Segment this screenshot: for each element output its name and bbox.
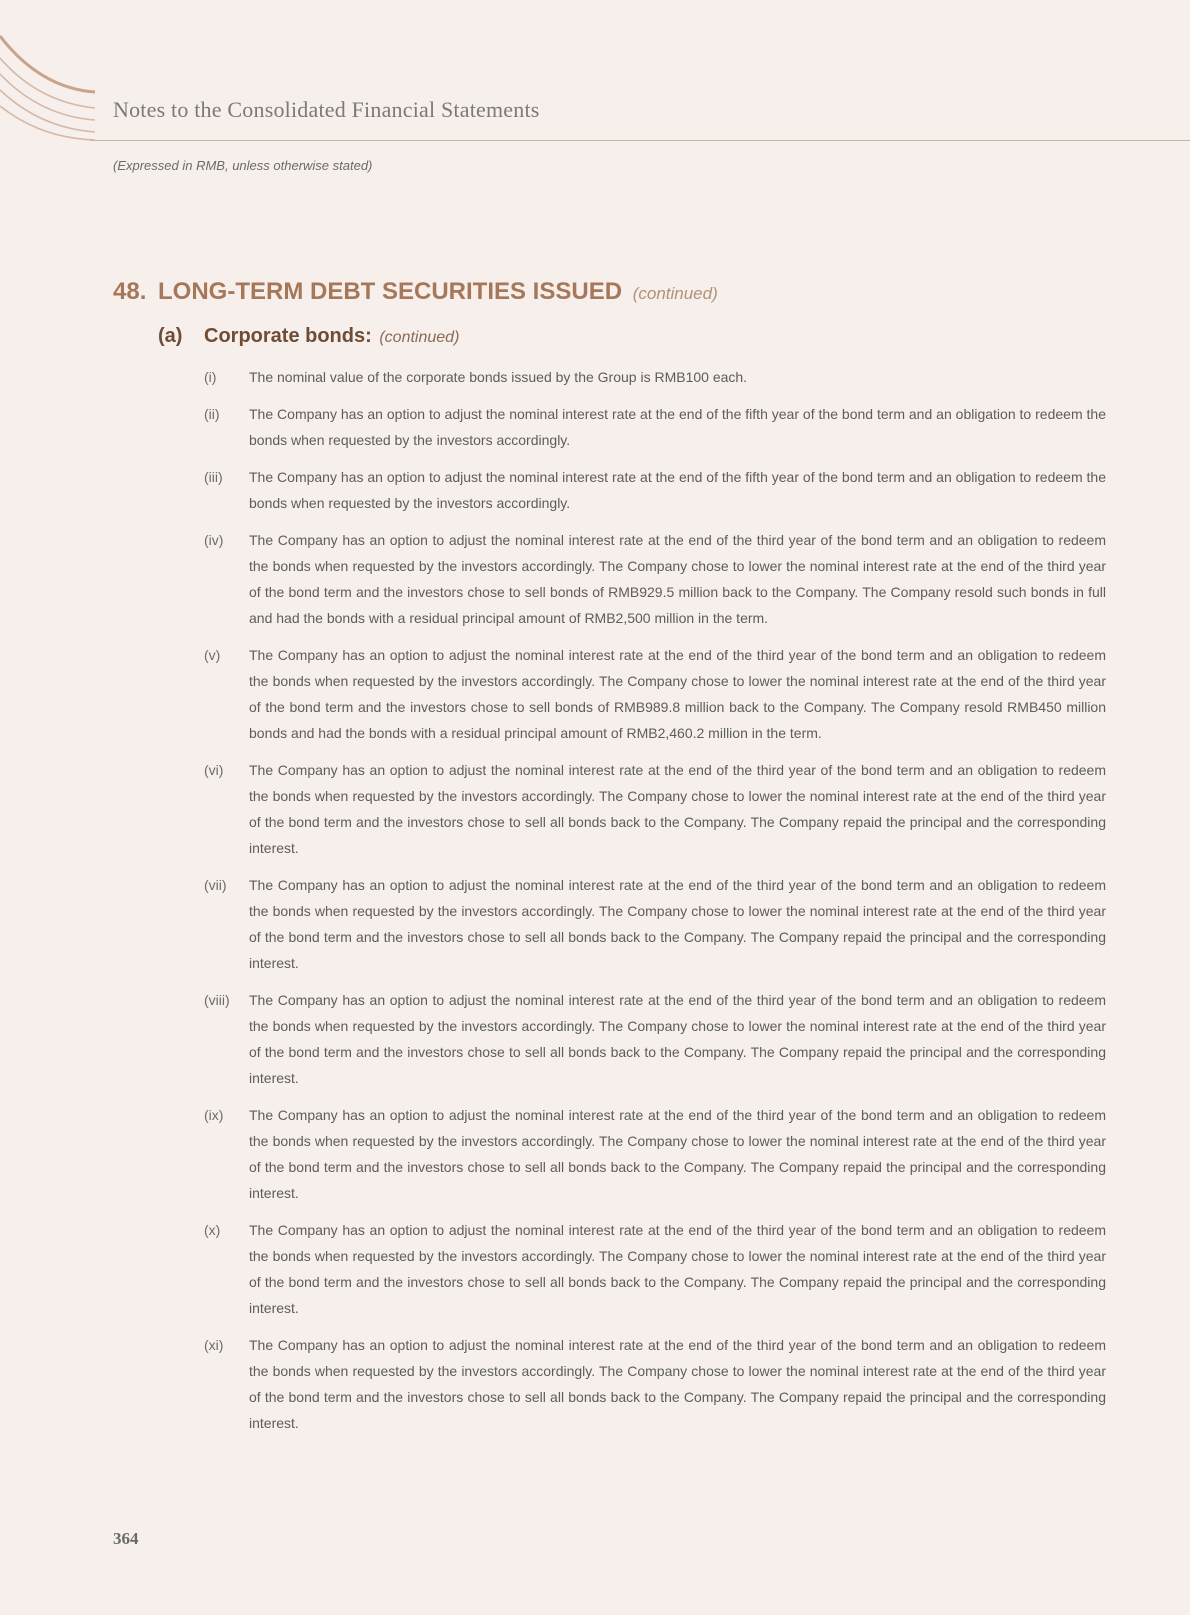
note-label: (iii) [204, 469, 223, 485]
note-item [204, 872, 1106, 976]
note-text: The Company has an option to adjust the nominal interest rate at the end of the third year of the bond term and an obligation to redeem the bonds when requested by the investors accordingly. The Company chose to lower the nominal interest rate at the end of the third year of the bond term and the investors chose to sell all bonds back to the Company. The Company repaid the principal and the corresponding interest. [249, 992, 1106, 1086]
subsection-continued: (continued) [379, 329, 460, 346]
note-text: The Company has an option to adjust the nominal interest rate at the end of the third year of the bond term and an obligation to redeem the bonds when requested by the investors accordingly. The Company chose to lower the nominal interest rate at the end of the third year of the bond term and the investors chose to sell bonds of RMB929.5 million back to the Company. The Company resold such bonds in full and had the bonds with a residual principal amount of RMB2,500 million in the term. [249, 532, 1106, 626]
note-item [204, 1332, 1106, 1436]
note-text: The Company has an option to adjust the nominal interest rate at the end of the fifth year of the bond term and an obligation to redeem the bonds when requested by the investors accordingly. [249, 406, 1106, 448]
page-number: 364 [113, 1529, 139, 1548]
subsection-letter: (a) [158, 325, 183, 347]
note-text: The Company has an option to adjust the nominal interest rate at the end of the third year of the bond term and an obligation to redeem the bonds when requested by the investors accordingly. The Company chose to lower the nominal interest rate at the end of the third year of the bond term and the investors chose to sell all bonds back to the Company. The Company repaid the principal and the corresponding interest. [249, 762, 1106, 856]
note-item [204, 642, 1106, 746]
corner-arcs-decoration [0, 0, 100, 145]
note-item [204, 757, 1106, 861]
section-heading [113, 278, 718, 306]
notes-list [204, 364, 1106, 1447]
note-text: The Company has an option to adjust the nominal interest rate at the end of the third year of the bond term and an obligation to redeem the bonds when requested by the investors accordingly. The Company chose to lower the nominal interest rate at the end of the third year of the bond term and the investors chose to sell all bonds back to the Company. The Company repaid the principal and the corresponding interest. [249, 1107, 1106, 1201]
section-title: LONG-TERM DEBT SECURITIES ISSUED [158, 278, 623, 305]
header-divider [90, 140, 1190, 141]
note-label: (x) [204, 1222, 221, 1238]
currency-note: (Expressed in RMB, unless otherwise stated) [113, 158, 373, 173]
section-number: 48. [113, 278, 147, 305]
note-item [204, 1102, 1106, 1206]
note-label: (xi) [204, 1337, 224, 1353]
note-label: (viii) [204, 992, 230, 1008]
note-item [204, 1217, 1106, 1321]
note-label: (i) [204, 369, 217, 385]
note-item [204, 464, 1106, 516]
subsection-title: Corporate bonds: [204, 325, 372, 347]
note-text: The Company has an option to adjust the nominal interest rate at the end of the fifth year of the bond term and an obligation to redeem the bonds when requested by the investors accordingly. [249, 469, 1106, 511]
note-item [204, 987, 1106, 1091]
note-label: (v) [204, 647, 221, 663]
note-text: The Company has an option to adjust the nominal interest rate at the end of the third year of the bond term and an obligation to redeem the bonds when requested by the investors accordingly. The Company chose to lower the nominal interest rate at the end of the third year of the bond term and the investors chose to sell all bonds back to the Company. The Company repaid the principal and the corresponding interest. [249, 1222, 1106, 1316]
note-item [204, 364, 1106, 390]
note-text: The Company has an option to adjust the nominal interest rate at the end of the third year of the bond term and an obligation to redeem the bonds when requested by the investors accordingly. The Company chose to lower the nominal interest rate at the end of the third year of the bond term and the investors chose to sell all bonds back to the Company. The Company repaid the principal and the corresponding interest. [249, 877, 1106, 971]
note-label: (vi) [204, 762, 224, 778]
note-text: The nominal value of the corporate bonds issued by the Group is RMB100 each. [249, 369, 748, 385]
note-item [204, 401, 1106, 453]
subsection-heading [158, 325, 459, 348]
note-text: The Company has an option to adjust the nominal interest rate at the end of the third year of the bond term and an obligation to redeem the bonds when requested by the investors accordingly. The Company chose to lower the nominal interest rate at the end of the third year of the bond term and the investors chose to sell all bonds back to the Company. The Company repaid the principal and the corresponding interest. [249, 1337, 1106, 1431]
note-label: (iv) [204, 532, 224, 548]
section-continued: (continued) [632, 284, 718, 303]
note-label: (ix) [204, 1107, 224, 1123]
running-header-title: Notes to the Consolidated Financial Statements [113, 97, 540, 122]
note-item [204, 527, 1106, 631]
note-label: (ii) [204, 406, 220, 422]
note-label: (vii) [204, 877, 227, 893]
note-text: The Company has an option to adjust the nominal interest rate at the end of the third year of the bond term and an obligation to redeem the bonds when requested by the investors accordingly. The Company chose to lower the nominal interest rate at the end of the third year of the bond term and the investors chose to sell bonds of RMB989.8 million back to the Company. The Company resold RMB450 million bonds and had the bonds with a residual principal amount of RMB2,460.2 million in the term. [249, 647, 1106, 741]
